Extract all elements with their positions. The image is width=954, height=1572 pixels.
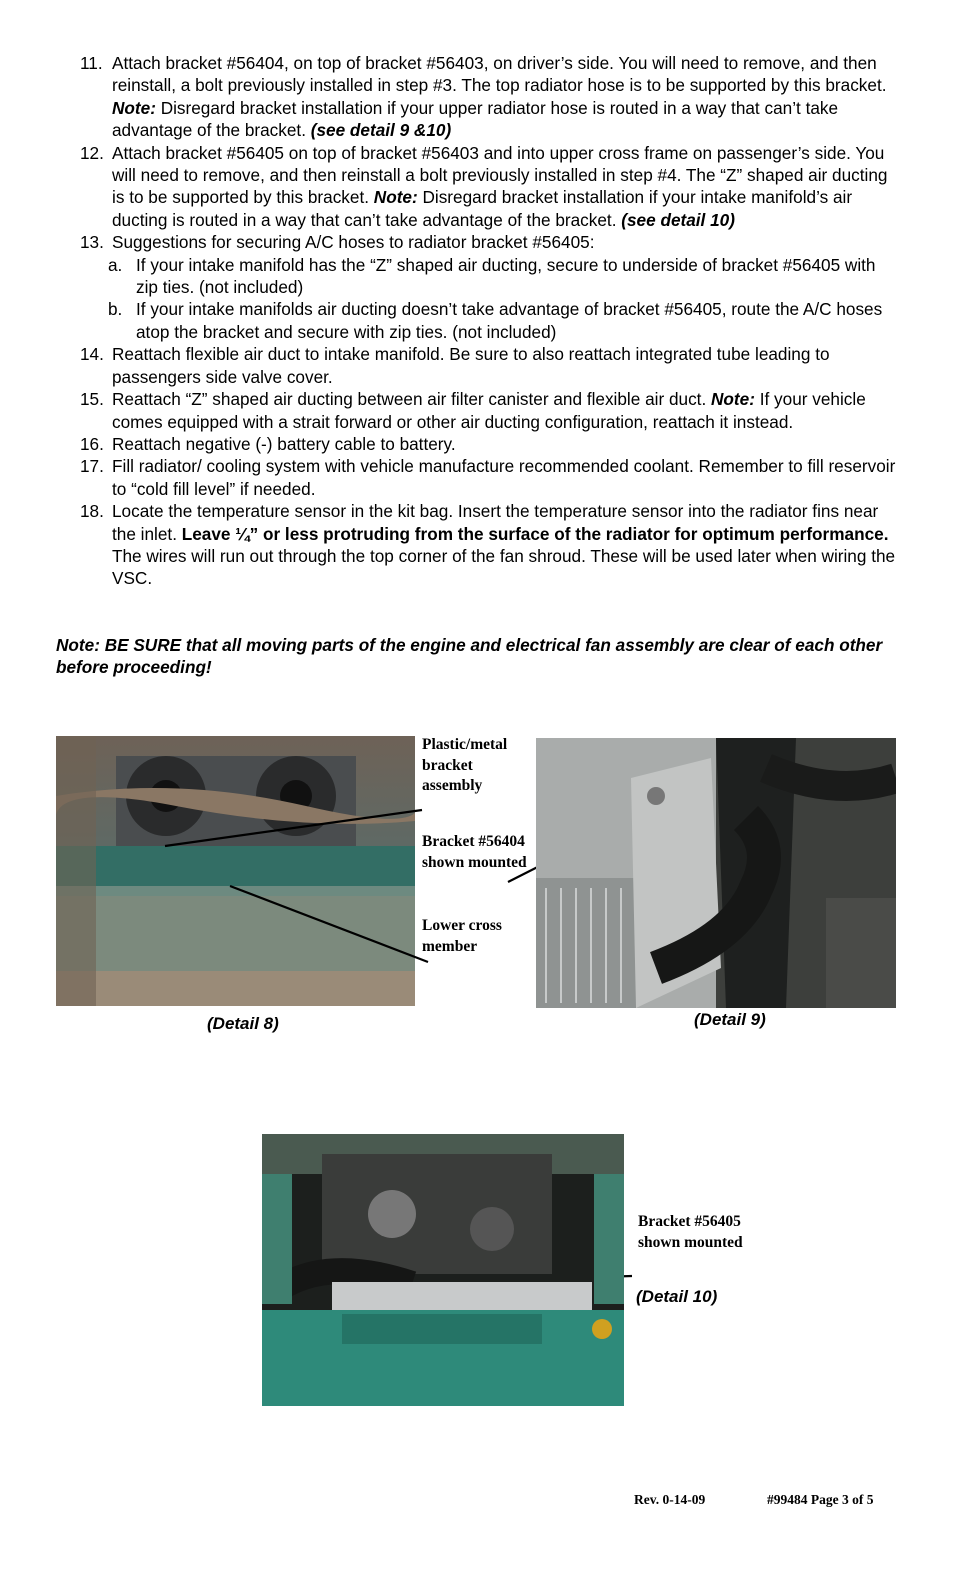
step-number: 11. — [80, 53, 103, 73]
step-text-part: Attach bracket #56404, on top of bracket #56403, on driver’s side. You will need to remove, and then reinstall, a bolt previously installed in step #3. The top radiator hose is to be supported by this bracket. — [112, 53, 887, 96]
step-text-part: The wires will run out through the top corner of the fan shroud. These will be used later when wiring the VSC. — [112, 545, 896, 589]
step-text: Fill radiator/ cooling system with vehicle manufacture recommended coolant. Remember to fill reservoir to “cold fill level” if needed. — [112, 456, 896, 499]
step-number: 17. — [80, 456, 104, 477]
step-number: 16. — [80, 433, 104, 454]
step-number: 15. — [80, 389, 104, 410]
callout-bracket-assembly: Plastic/metal bracket assembly — [422, 736, 508, 794]
step-text: Reattach flexible air duct to intake manifold. Be sure to also reattach integrated tube leading to passengers side valve cover. — [112, 344, 830, 387]
step-text-part: Attach bracket #56405 on top of bracket #56403 and into upper cross frame on passenger’s side. You will need to remove, and then reinstall a bolt previously installed in step #4. The “Z” shaped air ducting is to be supported by this bracket. — [112, 142, 888, 208]
substep-letter: b. — [108, 299, 123, 320]
detail-10-image — [262, 1134, 624, 1406]
step-number: 12. — [80, 142, 104, 163]
caption-detail-10: (Detail 10) — [636, 1287, 718, 1306]
substep-text: If your intake manifold has the “Z” shaped air ducting, secure to underside of bracket #56405 with zip ties. (not included) — [136, 254, 876, 298]
step-number: 18. — [80, 501, 104, 522]
callout-bracket-56405: Bracket #56405 shown mounted — [638, 1213, 743, 1251]
callout-lower-cross-member: Lower cross member — [422, 917, 502, 955]
revision-date: Rev. 0-14-09 — [634, 1492, 706, 1507]
detail-9-photo — [536, 738, 896, 1008]
page-number: #99484 Page 3 of 5 — [767, 1492, 874, 1507]
caption-detail-9: (Detail 9) — [694, 1010, 766, 1029]
detail-10-photo — [262, 1134, 624, 1406]
callout-bracket-56404: Bracket #56404 shown mounted — [422, 833, 527, 871]
detail-reference: (see detail 9 &10) — [310, 120, 452, 141]
leader-line-bracket-assembly — [165, 810, 422, 846]
note-label: Note: — [711, 389, 755, 410]
step-text: Reattach negative (-) battery cable to battery. — [112, 433, 456, 454]
step-text-part: Disregard bracket installation if your upper radiator hose is routed in a way that can’t take advantage of the bracket. — [112, 97, 839, 141]
step-text-part: If your vehicle comes equipped with a strait forward or other air ducting configuration, reattach it instead. — [112, 389, 866, 432]
safety-warning: Note: BE SURE that all moving parts of the engine and electrical fan assembly are clear of each other before proceeding! — [56, 635, 883, 678]
leader-line-lower-cross-member — [230, 886, 428, 962]
substep-letter: a. — [108, 254, 123, 275]
detail-9-image — [536, 738, 896, 1008]
emphasis-text: Leave ¼” or less protruding from the surface of the radiator for optimum performance. — [181, 523, 889, 544]
step-number: 13. — [80, 232, 104, 253]
step-number: 14. — [80, 344, 104, 365]
step-text: Suggestions for securing A/C hoses to radiator bracket #56405: — [112, 232, 595, 253]
detail-reference: (see detail 10) — [621, 209, 735, 230]
step-text-part: Reattach “Z” shaped air ducting between air filter canister and flexible air duct. — [112, 389, 712, 410]
caption-detail-8: (Detail 8) — [207, 1014, 279, 1033]
note-label: Note: — [373, 187, 418, 208]
step-text-part: Disregard bracket installation if your intake manifold’s air ducting is routed in a way that can’t take advantage of the bracket. — [112, 187, 853, 230]
step-text-part: Locate the temperature sensor in the kit bag. Insert the temperature sensor into the radiator fins near the inlet. — [112, 501, 879, 544]
note-label: Note: — [112, 97, 156, 118]
substep-text: If your intake manifolds air ducting doesn’t take advantage of bracket #56405, route the A/C hoses atop the bracket and secure with zip ties. (not included) — [136, 299, 883, 342]
